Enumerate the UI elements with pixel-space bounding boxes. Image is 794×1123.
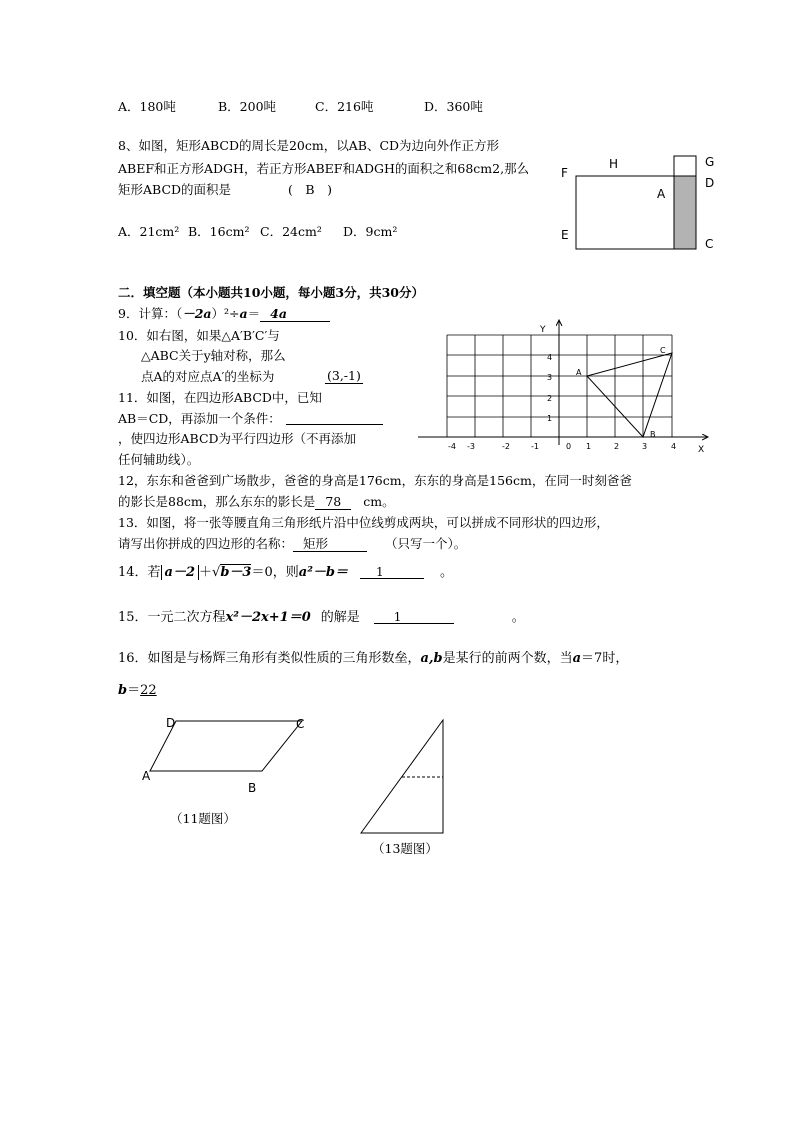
q7-option-d: D．360吨: [424, 99, 483, 114]
q8-label-g: G: [705, 155, 715, 169]
y-tick-2: 2: [547, 394, 553, 403]
x-tick-0: 0: [566, 442, 572, 451]
q13-line2: [118, 538, 466, 552]
q16-line2: [118, 684, 157, 697]
q14-prefix: 14．若: [118, 565, 161, 580]
q8-option-d: D．9cm²: [343, 224, 398, 239]
fig11-caption: （11题图）: [170, 811, 236, 826]
q8-option-c: C．24cm²: [260, 224, 322, 239]
x-tick-neg4: -4: [448, 442, 456, 451]
x-tick-neg1: -1: [531, 442, 539, 451]
q8-line3: 矩形ABCD的面积是: [118, 182, 232, 197]
q15-answer: 1: [374, 611, 454, 624]
q11-line3: ，使四边形ABCD为平行四边形（不再添加: [118, 431, 357, 446]
q14-expr: a²－b＝: [298, 565, 348, 580]
q11-blank: [286, 424, 383, 425]
q12-answer: 78: [315, 496, 351, 510]
y-tick-4: 4: [547, 353, 553, 362]
point-b-label: B: [650, 430, 656, 439]
fig11-label-b: B: [248, 781, 257, 795]
q8-option-b: B．16cm²: [188, 224, 250, 239]
q16-line1-c: ＝7时，: [581, 651, 629, 666]
q9-mid: ）²÷: [211, 306, 240, 321]
q16-answer: 22: [140, 683, 157, 698]
y-axis-label: Y: [540, 325, 546, 335]
x-tick-1: 1: [586, 442, 592, 451]
q15: [118, 611, 525, 624]
q9: [118, 308, 330, 322]
x-axis-label: X: [698, 445, 705, 455]
q14-end: 。: [439, 565, 453, 580]
q7-option-a: A．180吨: [118, 99, 176, 114]
q10-line2: △ABC关于y轴对称，那么: [141, 348, 286, 363]
q9-a: a: [239, 306, 248, 321]
coordinate-grid-figure: [410, 315, 720, 460]
fig13-triangle: [355, 715, 455, 840]
q10-line3: 点A的对应点A′的坐标为: [141, 369, 275, 384]
q14-plus: ＋: [199, 565, 213, 580]
q8-figure: [560, 150, 720, 255]
triangle-abc: [587, 353, 672, 437]
q16-line1-a: 16．如图是与杨辉三角形有类似性质的三角形数垒，: [118, 651, 421, 666]
x-tick-neg2: -2: [502, 442, 510, 451]
q8-answer: ( B ): [288, 182, 332, 197]
q7-option-b: B．200吨: [218, 99, 277, 114]
q8-label-f: F: [561, 166, 568, 180]
q8-rect-abcd: [674, 176, 696, 249]
q9-eq: ＝: [247, 306, 261, 321]
q8-square-top: [674, 156, 696, 176]
q16-b: b: [118, 683, 128, 698]
q12-line1: 12，东东和爸爸到广场散步，爸爸的身高是176cm，东东的身高是156cm，在同一时刻爸爸: [118, 473, 632, 488]
q13-answer: 矩形: [293, 538, 367, 552]
q10-line1: 10．如右图，如果△A′B′C′与: [118, 328, 280, 343]
q9-expr: －2a: [182, 306, 212, 321]
q11-line1: 11．如图，在四边形ABCD中，已知: [118, 390, 322, 405]
y-tick-3: 3: [547, 373, 553, 382]
q8-option-a: A．21cm²: [118, 224, 180, 239]
q8-line2: ABEF和正方形ADGH，若正方形ABEF和ADGH的面积之和68cm2,那么: [118, 161, 530, 176]
q11-line2: AB＝CD，再添加一个条件：: [118, 411, 281, 426]
q8-label-d: D: [705, 176, 715, 190]
q16-vars: a,b: [420, 651, 443, 666]
q16-line1: [118, 652, 628, 665]
x-tick-2: 2: [614, 442, 620, 451]
q15-mid: 的解是: [320, 610, 360, 625]
q7-option-c: C．216吨: [315, 99, 374, 114]
q13-line1: 13．如图，将一张等腰直角三角形纸片沿中位线剪成两块，可以拼成不同形状的四边形，: [118, 515, 609, 530]
q13-line2-text: 请写出你拼成的四边形的名称：: [118, 536, 294, 551]
fig11-label-a: A: [142, 769, 151, 783]
q16-a: a: [572, 651, 582, 666]
q8-label-e: E: [561, 228, 569, 242]
q15-end: 。: [511, 610, 525, 625]
q9-answer: 4a: [260, 308, 330, 322]
q15-prefix: 15．一元二次方程: [118, 610, 226, 625]
q14-answer: 1: [360, 566, 424, 579]
q10-answer: (3,-1): [327, 368, 361, 383]
x-tick-4: 4: [671, 442, 677, 451]
q12-line2-text: 的影长是88cm，那么东东的影长是: [118, 494, 316, 509]
q11-line4: 任何辅助线）。: [118, 452, 200, 467]
y-tick-1: 1: [547, 414, 553, 423]
q12-line2: [118, 496, 395, 510]
q8-label-h: H: [609, 157, 619, 171]
fig11-label-d: D: [166, 716, 176, 730]
q14-eq0: ＝0，则: [251, 565, 299, 580]
q16-eq: ＝: [127, 683, 141, 698]
q14-sqrt: b－3: [220, 565, 252, 580]
q14: 14．若 a－2 ＋√b－3＝0，则a²－b＝ 1 。: [118, 565, 453, 580]
q16-line1-b: 是某行的前两个数，当: [442, 651, 573, 666]
fig13-caption: （13题图）: [372, 841, 438, 856]
q12-unit: cm。: [363, 494, 395, 509]
q13-note: （只写一个）。: [385, 536, 467, 551]
section2-title: 二．填空题（本小题共10小题，每小题3分，共30分）: [118, 285, 424, 300]
q8-line1: 8、如图，矩形ABCD的周长是20cm，以AB、CD为边向外作正方形: [118, 138, 500, 153]
point-a-label: A: [576, 368, 582, 377]
q15-eq: x²－2x+1＝0: [225, 610, 311, 625]
q8-label-a: A: [657, 187, 666, 201]
x-tick-neg3: -3: [467, 442, 475, 451]
q14-abs: a－2: [161, 565, 199, 580]
point-c-label: C: [660, 346, 666, 355]
q9-prefix: 9．计算：（: [118, 306, 183, 321]
q8-label-c: C: [705, 237, 714, 251]
x-tick-3: 3: [642, 442, 648, 451]
fig11-label-c: C: [296, 717, 305, 731]
